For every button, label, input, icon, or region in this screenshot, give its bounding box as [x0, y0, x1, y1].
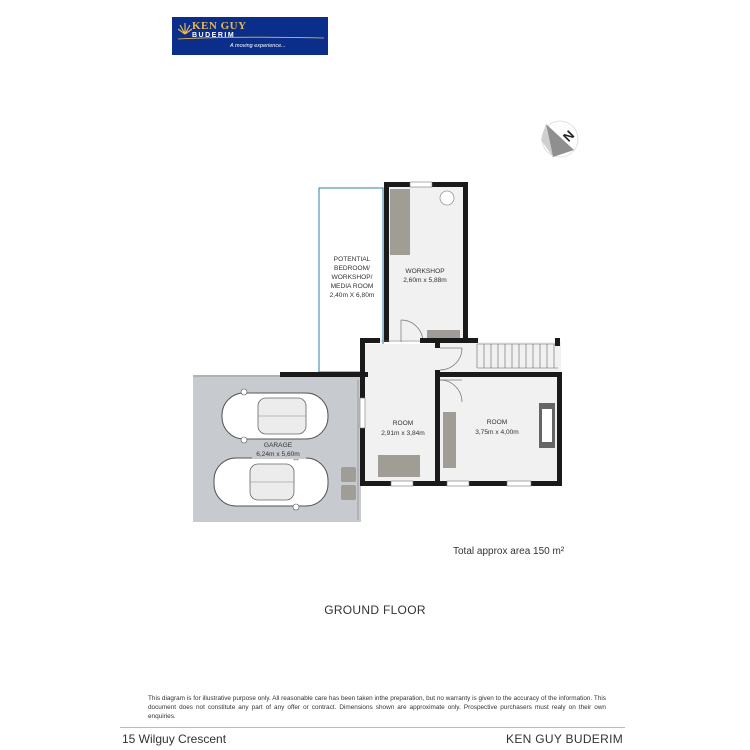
- garage-size: 6,24m x 5,60m: [256, 451, 300, 458]
- room1-cabinet: [378, 455, 420, 477]
- room1-size: 2,91m x 3,84m: [381, 430, 425, 437]
- logo-location: BUDERIM: [192, 32, 236, 39]
- total-area: Total approx area 150 m²: [453, 546, 565, 557]
- potential-room-line3: WORKSHOP/: [331, 274, 373, 281]
- potential-room-size: 2,40m X 6,80m: [329, 292, 375, 299]
- potential-room-line4: MEDIA ROOM: [330, 283, 374, 290]
- car-top: [222, 389, 328, 443]
- workbench: [390, 189, 410, 255]
- disclaimer: This diagram is for illustrative purpose only. All reasonable care has been taken inthe preparation, but no warranty is given to the accuracy of the information. This document does not constitute any part of any offer or contract. Dimensions shown are approximate only. Prospective purchasers must realy on their own enquiries.: [148, 695, 606, 721]
- room2-name: ROOM: [486, 419, 508, 426]
- property-address: 15 Wilguy Crescent: [122, 732, 227, 746]
- room2-size: 3,75m x 4,00m: [475, 429, 519, 436]
- compass-label: N: [560, 127, 578, 145]
- footer-divider: [120, 727, 625, 728]
- logo-brand: KEN GUY: [192, 20, 247, 32]
- logo-tagline: A moving experience...: [230, 43, 286, 49]
- room2-cabinet: [443, 412, 456, 468]
- north-arrow-icon: [541, 121, 578, 157]
- water-heater-icon: [440, 191, 454, 205]
- floor-label: GROUND FLOOR: [324, 603, 426, 617]
- workshop-name: WORKSHOP: [405, 268, 445, 275]
- room1-name: ROOM: [392, 420, 414, 427]
- garage-name: GARAGE: [263, 442, 293, 449]
- potential-room-line2: BEDROOM/: [334, 265, 370, 272]
- car-bottom: [214, 454, 328, 510]
- potential-room-line1: POTENTIAL: [333, 256, 371, 263]
- workshop-size: 2,60m x 5,88m: [403, 277, 447, 284]
- agency-name: KEN GUY BUDERIM: [506, 732, 623, 746]
